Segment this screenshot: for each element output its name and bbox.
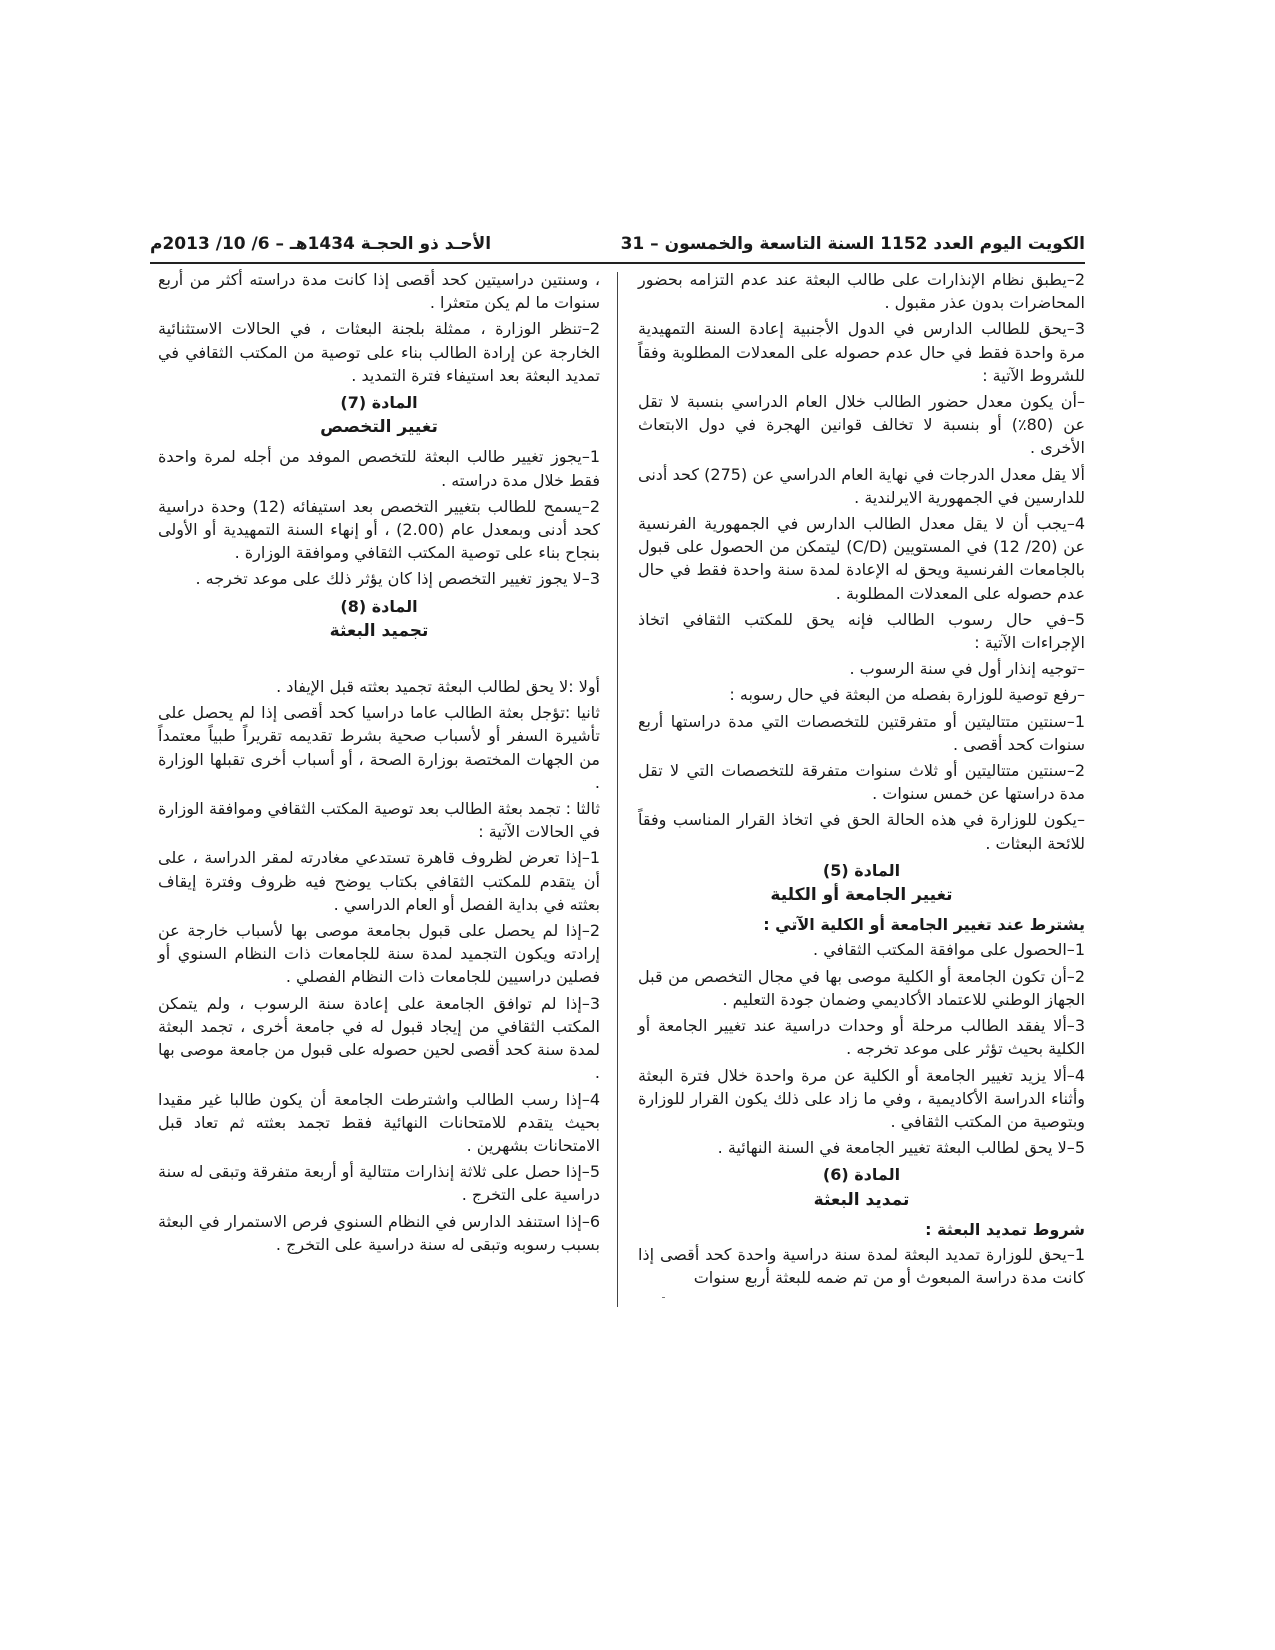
right-column [638,268,1085,1292]
right-column-paragraph: 2–سنتين متتاليتين أو ثلاث سنوات متفرقة للتخصصات التي لا تقل مدة دراستها عن خمس سنوات . [638,761,1085,804]
right-column-paragraph: –رفع توصية للوزارة بفصله من البعثة في حال رسوبه : [729,685,1085,705]
left-column-paragraph: 5–إذا حصل على ثلاثة إنذارات متتالية أو أربعة متفرقة وتبقى له سنة دراسية على التخرج . [158,1162,600,1205]
right-column-subheading: يشترط عند تغيير الجامعة أو الكلية الآتي : [763,915,1085,935]
right-column-paragraph: 3–يحق للطالب الدارس في الدول الأجنبية إعادة السنة التمهيدية مرة واحدة فقط في حال عدم حصوله على المعدلات المطلوبة وفقاً للشروط الآتية : [638,319,1085,385]
right-column-paragraph: 1–الحصول على موافقة المكتب الثقافي . [813,940,1085,960]
left-column-paragraph: 1–يجوز تغيير طالب البعثة للتخصص الموفد من أجله لمرة واحدة فقط خلال مدة دراسته . [158,447,600,490]
right-column-paragraph: –توجيه إنذار أول في سنة الرسوب . [849,659,1085,679]
left-column-paragraph: ، وسنتين دراسيتين كحد أقصى إذا كانت مدة دراسته أكثر من أربع سنوات ما لم يكن متعثرا . [158,270,600,313]
left-column-paragraph: 3–لا يجوز تغيير التخصص إذا كان يؤثر ذلك على موعد تخرجه . [195,569,600,589]
right-column-article-title: تغيير الجامعة أو الكلية [770,885,953,906]
header-divider [150,262,1085,264]
left-column-paragraph: 6–إذا استنفد الدارس في النظام السنوي فرص الاستمرار في البعثة بسبب رسوبه وتبقى له سنة دراسية على التخرج . [158,1211,600,1254]
left-column-article-title: تغيير التخصص [320,417,438,438]
left-column-paragraph: أولا :لا يحق لطالب البعثة تجميد بعثته قبل الإيفاد . [276,677,600,697]
right-column-paragraph: 4–يجب أن لا يقل معدل الطالب الدارس في الجمهورية الفرنسية عن (20/ 12) في المستويين (C/D) ليتمكن من الحصول على قبول بالجامعات الفرنسية ويحق له الإعادة لمدة سنة واحدة فقط في حال عدم حصوله على المعدلات المطلوبة . [638,514,1086,603]
right-column-paragraph: 5–لا يحق لطالب البعثة تغيير الجامعة في السنة النهائية . [717,1138,1085,1158]
left-column-paragraph: ثالثا : تجمد بعثة الطالب بعد توصية المكتب الثقافي وموافقة الوزارة في الحالات الآتية : [158,799,600,842]
right-column-paragraph: ألا يقل معدل الدرجات في نهاية العام الدراسي عن (275) كحد أدنى للدارسين في الجمهورية الايرلندية . [638,464,1086,507]
right-column-paragraph: 2–أن تكون الجامعة أو الكلية موصى بها في مجال التخصص من قبل الجهاز الوطني للاعتماد الأكاديمي وضمان جودة التعليم . [638,966,1085,1009]
right-column-paragraph: 4–ألا يزيد تغيير الجامعة أو الكلية عن مرة واحدة خلال فترة البعثة وأثناء الدراسة الأكاديمية ، وفي ما زاد على ذلك يكون القرار للوزارة وبتوصية من المكتب الثقافي . [638,1065,1085,1131]
right-column-paragraph: 2–يطبق نظام الإنذارات على طالب البعثة عند عدم التزامه بحضور المحاضرات بدون عذر مقبول . [638,270,1085,313]
left-column-article-heading: المادة (8) [340,596,418,616]
right-column-paragraph: –أن يكون معدل حضور الطالب خلال العام الدراسي بنسبة لا تقل عن (80٪) أو بنسبة لا تخالف قوانين الهجرة في دول الابتعاث الأخرى . [638,392,1085,458]
right-column-paragraph: 3–ألا يفقد الطالب مرحلة أو وحدات دراسية عند تغيير الجامعة أو الكلية بحيث تؤثر على موعد تخرجه . [638,1016,1085,1059]
right-column-paragraph: –يكون للوزارة في هذه الحالة الحق في اتخاذ القرار المناسب وفقاً للائحة البعثات . [638,810,1085,853]
right-column-paragraph: 5–في حال رسوب الطالب فإنه يحق للمكتب الثقافي اتخاذ الإجراءات الآتية : [638,609,1085,653]
header-issue-info: الكويت اليوم العدد 1152 السنة التاسعة والخمسون – 31 [620,234,1085,254]
scan-speck [662,1297,665,1298]
left-column-article-heading: المادة (7) [340,393,418,413]
left-column-paragraph: 3–إذا لم توافق الجامعة على إعادة سنة الرسوب ، ولم يتمكن المكتب الثقافي من إيجاد قبول له في جامعة أخرى ، تجمد البعثة لمدة سنة كحد أقصى لحين حصوله على قبول من جامعة موصى بها . [158,993,600,1083]
column-divider [617,272,618,1307]
left-column-paragraph: ثانيا :تؤجل بعثة الطالب عاما دراسيا كحد أقصى إذا لم يحصل على تأشيرة السفر أو لأسباب صحية بشرط تقديمه تقريراً طبياً معتمداً من الجهات المختصة بوزارة الصحة ، أو أسباب أخرى تقبلها الوزارة . [158,703,600,792]
right-column-subheading: شروط تمديد البعثة : [925,1219,1085,1239]
left-column-paragraph: 2–يسمح للطالب بتغيير التخصص بعد استيفائه (12) وحدة دراسية كحد أدنى وبمعدل عام (2.00) ، أو إنهاء السنة التمهيدية أو الأولى بنجاح بناء على توصية المكتب الثقافي وموافقة الوزارة . [158,496,600,563]
left-column-paragraph: 2–إذا لم يحصل على قبول بجامعة موصى بها لأسباب خارجة عن إرادته ويكون التجميد لمدة سنة للجامعات ذات النظام السنوي أو فصلين دراسيين للجامعات ذات النظام الفصلي . [158,921,600,987]
right-column-paragraph: 1–يحق للوزارة تمديد البعثة لمدة سنة دراسية واحدة كحد أقصى إذا كانت مدة دراسة المبعوث أو من تم ضمه للبعثة أربع سنوات [638,1244,1085,1288]
page-header [150,230,1085,260]
left-column-article-title: تجميد البعثة [329,620,429,641]
left-column [158,268,600,1259]
left-column-paragraph: 1–إذا تعرض لظروف قاهرة تستدعي مغادرته لمقر الدراسة ، على أن يتقدم للمكتب الثقافي بكتاب يوضح فيه ظروف وفترة إيقاف بعثته في بداية الفصل أو العام الدراسي . [158,848,600,914]
spacer [158,649,600,675]
left-column-paragraph: 4–إذا رسب الطالب واشترطت الجامعة أن يكون طالبا غير مقيدا بحيث يتقدم للامتحانات النهائية فقط تجمد بعثته ثم تعاد قبل الامتحانات بشهرين . [158,1089,600,1155]
right-column-article-heading: المادة (6) [822,1165,901,1185]
header-date: الأحـد ذو الحجـة 1434هـ – 6/ 10/ 2013م [150,234,492,254]
left-column-paragraph: 2–تنظر الوزارة ، ممثلة بلجنة البعثات ، في الحالات الاستثنائية الخارجة عن إرادة الطالب بناء على توصية من المكتب الثقافي في تمديد البعثة بعد استيفاء فترة التمديد . [158,319,600,385]
right-column-article-title: تمديد البعثة [813,1189,910,1210]
right-column-paragraph: 1–سنتين متتاليتين أو متفرقتين للتخصصات التي مدة دراستها أربع سنوات كحد أقصى . [638,711,1085,754]
right-column-article-heading: المادة (5) [822,860,901,880]
